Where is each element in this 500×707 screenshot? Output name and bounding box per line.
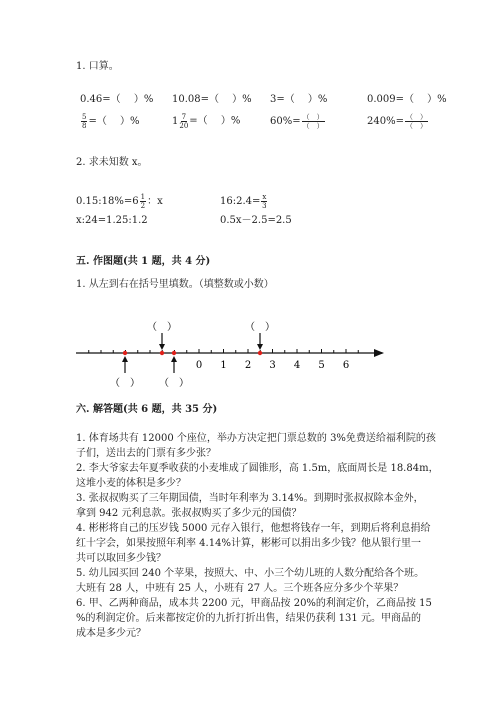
q2-equation: 0.5x－2.5=2.5 bbox=[220, 215, 292, 226]
q2-equation: 0.15:18%=6 $\frac{1}{2}$ ：x bbox=[76, 193, 163, 210]
tick-label: 3 bbox=[269, 360, 276, 371]
q1-item: 60%= $\frac{( )}{( )}$ bbox=[270, 113, 324, 130]
problem-line: 拿到 942 元利息款。张叔叔购买了多少元的国债？ bbox=[76, 508, 302, 519]
point-marker bbox=[123, 351, 127, 355]
fraction: $\frac{( )}{( )}$ bbox=[405, 113, 427, 130]
answer-blank: （ ） bbox=[147, 322, 177, 333]
fraction: $\frac{5}{8}$ bbox=[82, 113, 87, 130]
problem-line: 5. 幼儿园买回 240 个苹果，按照大、中、小三个幼儿班的人数分配给各个班。 bbox=[76, 568, 425, 579]
down-arrow-icon bbox=[159, 344, 165, 350]
problem-line: 子们，送出去的门票有多少张？ bbox=[76, 448, 216, 459]
fraction: $\frac{x}{3}$ bbox=[262, 193, 267, 210]
section-6-title: 六. 解答题(共 6 题，共 35 分) bbox=[76, 404, 218, 415]
problem-line: %的利润定价。后来都按定价的九折打折出售，结果仍获利 131 元。甲商品的 bbox=[76, 613, 421, 624]
q1-item: 0.009=（ ）% bbox=[367, 94, 447, 105]
answer-blank: （ ） bbox=[110, 378, 140, 389]
q1-item: 3=（ ）% bbox=[270, 94, 328, 105]
q2-equation: x:24=1.25:1.2 bbox=[76, 215, 148, 226]
up-arrow-icon bbox=[171, 356, 177, 362]
problem-line: 共可以取回多少钱？ bbox=[76, 553, 166, 564]
answer-blank: （ ） bbox=[159, 378, 189, 389]
fraction: $\frac{1}{2}$ bbox=[140, 193, 146, 210]
problem-line: 大班有 28 人，中班有 25 人，小班有 27 人。三个班各应分多少个苹果？ bbox=[76, 583, 404, 594]
point-marker bbox=[258, 351, 262, 355]
tick-label: 5 bbox=[318, 360, 325, 371]
tick-label: 4 bbox=[293, 360, 301, 371]
q1-item: $\frac{5}{8}$ =（ ）% bbox=[82, 113, 140, 130]
up-arrow-icon bbox=[122, 356, 128, 362]
arrow-head-icon bbox=[374, 349, 384, 357]
problem-line: 3. 张叔叔购买了三年期国债，当时年利率为 3.14%。到期时张叔叔除本金外， bbox=[76, 493, 424, 504]
problem-line: 1. 体育场共有 12000 个座位，举办方决定把门票总数的 3%免费送给福利院的孩 bbox=[76, 433, 436, 444]
problem-line: 2. 李大爷家去年夏季收获的小麦堆成了圆锥形，高 1.5m，底面周长是 18.84m， bbox=[76, 463, 439, 474]
q1-item: 1 $\frac{7}{20}$ =（ ）% bbox=[172, 113, 241, 130]
fraction: $\frac{( )}{( )}$ bbox=[302, 113, 324, 130]
problem-line: 6. 甲、乙两种商品，成本共 2200 元，甲商品按 20%的利润定价，乙商品按 15 bbox=[76, 598, 432, 609]
tick-label: 1 bbox=[220, 360, 227, 371]
tick-label: 0 bbox=[195, 360, 203, 371]
problem-line: 红十字会，如果按照年利率 4.14%计算，彬彬可以捐出多少钱？他从银行里一 bbox=[76, 538, 421, 549]
section-5-title: 五. 作图题(共 1 题，共 4 分) bbox=[76, 256, 211, 267]
point-marker bbox=[172, 351, 176, 355]
tick-label: 2 bbox=[244, 360, 252, 371]
fraction: $\frac{7}{20}$ bbox=[179, 113, 189, 130]
q1-item: 240%= $\frac{( )}{( )}$ bbox=[367, 113, 427, 130]
tick-label: 6 bbox=[342, 360, 350, 371]
q1-item: 0.46=（ ）% bbox=[80, 94, 154, 105]
s5-question: 1. 从左到右在括号里填数。（填整数或小数） bbox=[76, 279, 274, 290]
answer-blank: （ ） bbox=[245, 322, 275, 333]
q1-item: 10.08=（ ）% bbox=[172, 94, 252, 105]
problem-line: 4. 彬彬将自己的压岁钱 5000 元存入银行，他想将钱存一年，到期后将利息捐给 bbox=[76, 523, 431, 534]
s6-problems bbox=[76, 431, 476, 641]
q2-equation: 16:2.4= $\frac{x}{3}$ bbox=[220, 193, 267, 210]
point-marker bbox=[160, 351, 164, 355]
q1-title: 1. 口算。 bbox=[76, 61, 119, 72]
problem-line: 成本是多少元？ bbox=[76, 628, 146, 639]
q2-title: 2. 求未知数 x。 bbox=[76, 157, 148, 168]
problem-line: 这堆小麦的体积是多少？ bbox=[76, 478, 186, 489]
down-arrow-icon bbox=[257, 344, 263, 350]
